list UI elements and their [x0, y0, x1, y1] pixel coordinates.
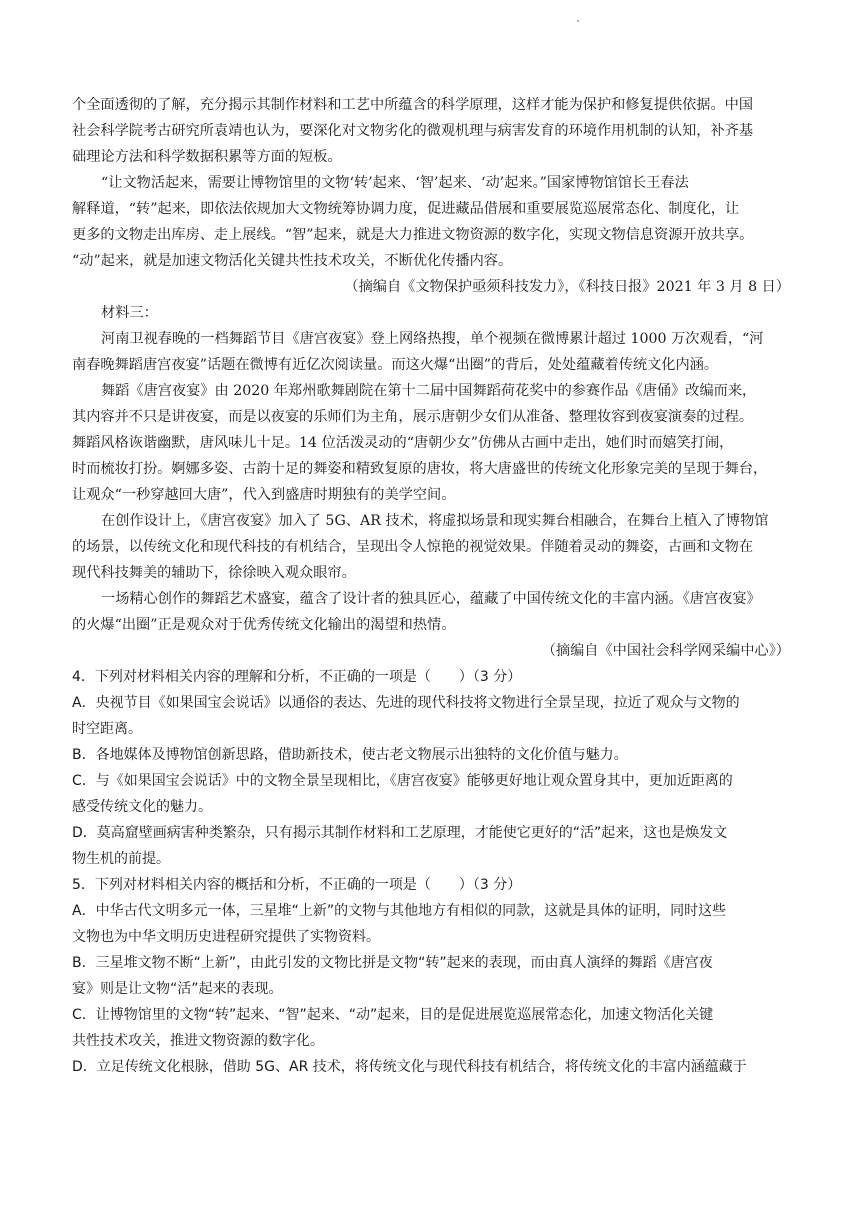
text-line: 材料三：: [101, 305, 158, 321]
text-line: 感受传统文化的魅力。: [72, 799, 212, 815]
text-line: B．各地媒体及博物馆创新思路，借助新技术，使古老文物展示出独特的文化价值与魅力。: [72, 747, 628, 763]
text-line: A．中华古代文明多元一体，三星堆“上新”的文物与其他地方有相似的同款，这就是具体的证明，同时这些: [72, 903, 727, 919]
text-line: 舞蹈风格诙谐幽默，唐风味儿十足。14 位活泼灵动的“唐朝少女”仿佛从古画中走出，她们时而嬉笑打闹，: [72, 435, 734, 451]
text-line: B．三星堆文物不断“上新”，由此引发的文物比拼是文物“转”起来的表现，而由真人演绎的舞蹈《唐宫夜: [72, 955, 713, 971]
text-line: 社会科学院考古研究所袁靖也认为，要深化对文物劣化的微观机理与病害发育的环境作用机制的认知，补齐基: [72, 123, 754, 139]
text-line: A．央视节目《如果国宝会说话》以通俗的表达、先进的现代科技将文物进行全景呈现，拉近了观众与文物的: [72, 695, 740, 711]
text-line: 个全面透彻的了解，充分揭示其制作材料和工艺中所蕴含的科学原理，这样才能为保护和修复提供依据。中国: [72, 97, 754, 113]
text-line: 4．下列对材料相关内容的理解和分析，不正确的一项是（ ）（3 分）: [72, 669, 522, 685]
text-line: （摘编自《文物保护亟须科技发力》，《科技日报》2021 年 3 月 8 日）: [344, 279, 790, 295]
text-line: 文物也为中华文明历史进程研究提供了实物资料。: [72, 929, 380, 945]
text-line: 共性技术攻关，推进文物资源的数字化。: [72, 1033, 324, 1049]
text-line: 时空距离。: [72, 721, 142, 737]
text-line: “动”起来，就是加速文物活化关键共性技术攻关，不断优化传播内容。: [72, 253, 513, 269]
text-line: 时而梳妆打扮。婀娜多姿、古韵十足的舞姿和精致复原的唐妆，将大唐盛世的传统文化形象完美的呈现于舞台，: [72, 461, 768, 477]
text-line: C．让博物馆里的文物“转”起来、“智”起来、“动”起来，目的是促进展览巡展常态化，加速文物活化关键: [72, 1007, 714, 1023]
text-line: 其内容并不只是讲夜宴，而是以夜宴的乐师们为主角，展示唐朝少女们从准备、整理妆容到夜宴演奏的过程。: [72, 409, 754, 425]
text-line: 的场景，以传统文化和现代科技的有机结合，呈现出令人惊艳的视觉效果。伴随着灵动的舞姿，古画和文物在: [72, 539, 754, 555]
text-line: 南春晚舞蹈唐宫夜宴”话题在微博有近亿次阅读量。而这火爆“出圈”的背后，处处蕴藏着传统文化内涵。: [72, 357, 719, 373]
text-line: 解释道，“转”起来，即依法依规加大文物统筹协调力度，促进藏品借展和重要展览巡展常态化、制度化，让: [72, 201, 740, 217]
text-line: 物生机的前提。: [72, 851, 170, 867]
text-line: 的火爆“出圈”正是观众对于优秀传统文化输出的渴望和热情。: [72, 617, 456, 633]
text-line: 宴》则是让文物“活”起来的表现。: [72, 981, 283, 997]
header-dot: [577, 20, 579, 22]
text-line: （摘编自《中国社会科学网采编中心》）: [541, 643, 790, 659]
text-line: 河南卫视春晚的一档舞蹈节目《唐宫夜宴》登上网络热搜，单个视频在微博累计超过 1000 万次观看，“河: [101, 331, 764, 347]
text-line: 让观众“一秒穿越回大唐”，代入到盛唐时期独有的美学空间。: [72, 487, 456, 503]
text-line: 一场精心创作的舞蹈艺术盛宴，蕴含了设计者的独具匠心，蕴藏了中国传统文化的丰富内涵。《唐宫夜宴》: [101, 591, 761, 607]
text-line: 在创作设计上，《唐宫夜宴》加入了 5G、AR 技术，将虚拟场景和现实舞台相融合，在舞台上植入了博物馆: [101, 513, 769, 529]
text-line: 现代科技舞美的辅助下，徐徐映入观众眼帘。: [72, 565, 356, 581]
text-line: “让文物活起来，需要让博物馆里的文物‘转’起来、‘智’起来、‘动’起来。”国家博物馆馆长王春法: [101, 175, 689, 191]
text-line: 舞蹈《唐宫夜宴》由 2020 年郑州歌舞剧院在第十二届中国舞蹈荷花奖中的参赛作品《唐俑》改编而来，: [101, 383, 757, 399]
text-line: C．与《如果国宝会说话》中的文物全景呈现相比，《唐宫夜宴》能够更好地让观众置身其中，更加近距离的: [72, 773, 733, 789]
document-page: [72, 92, 790, 1080]
text-line: D．立足传统文化根脉，借助 5G、AR 技术，将传统文化与现代科技有机结合，将传统文化的丰富内涵蕴藏于: [72, 1059, 747, 1075]
text-line: 更多的文物走出库房、走上展线。“智”起来，就是大力推进文物资源的数字化，实现文物信息资源开放共享。: [72, 227, 754, 243]
text-line: 础理论方法和科学数据积累等方面的短板。: [72, 149, 342, 165]
text-line: 5．下列对材料相关内容的概括和分析，不正确的一项是（ ）（3 分）: [72, 877, 522, 893]
text-line: D．莫高窟壁画病害种类繁杂，只有揭示其制作材料和工艺原理，才能使它更好的“活”起来，这也是焕发文: [72, 825, 728, 841]
